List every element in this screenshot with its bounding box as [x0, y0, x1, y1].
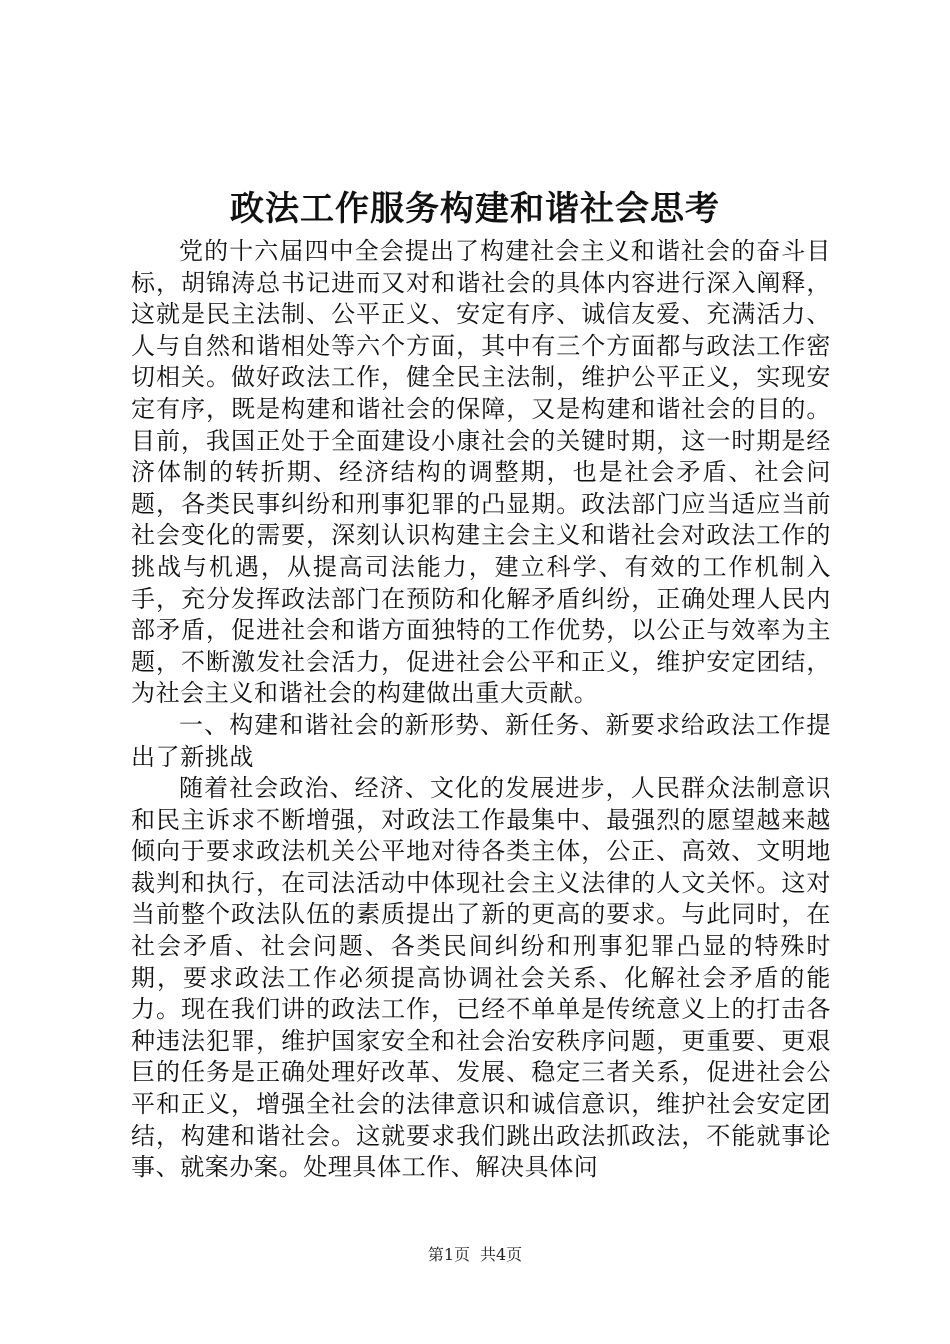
document-body — [131, 236, 831, 1184]
section-heading-1: 一、构建和谐社会的新形势、新任务、新要求给政法工作提出了新挑战 — [131, 710, 831, 771]
page-footer — [0, 1244, 950, 1266]
document-title: 政法工作服务构建和谐社会思考 — [230, 189, 720, 229]
paragraph-intro: 党的十六届四中全会提出了构建社会主义和谐社会的奋斗目标，胡锦涛总书记进而又对和谐社会的具体内容进行深入阐释，这就是民主法制、公平正义、安定有序、诚信友爱、充满活力、人与自然和谐相处等六个方面，其中有三个方面都与政法工作密切相关。做好政法工作，健全民主法制，维护公平正义，实现安定有序，既是构建和谐社会的保障，又是构建和谐社会的目的。目前，我国正处于全面建设小康社会的关键时期，这一时期是经济体制的转折期、经济结构的调整期，也是社会矛盾、社会问题，各类民事纠纷和刑事犯罪的凸显期。政法部门应当适应当前社会变化的需要，深刻认识构建主会主义和谐社会对政法工作的挑战与机遇，从提高司法能力，建立科学、有效的工作机制入手，充分发挥政法部门在预防和化解矛盾纠纷，正确处理人民内部矛盾，促进社会和谐方面独特的工作优势，以公正与效率为主题，不断激发社会活力，促进社会公平和正义，维护安定团结，为社会主义和谐社会的构建做出重大贡献。 — [131, 237, 831, 708]
page-total: 共4页 — [480, 1245, 523, 1264]
paragraph-section-1: 随着社会政治、经济、文化的发展进步，人民群众法制意识和民主诉求不断增强，对政法工作最集中、最强烈的愿望越来越倾向于要求政法机关公平地对待各类主体，公正、高效、文明地裁判和执行，在司法活动中体现社会主义法律的人文关怀。这对当前整个政法队伍的素质提出了新的更高的要求。与此同时，在社会矛盾、社会问题、各类民间纠纷和刑事犯罪凸显的特殊时期，要求政法工作必须提高协调社会关系、化解社会矛盾的能力。现在我们讲的政法工作，已经不单单是传统意义上的打击各种违法犯罪，维护国家安全和社会治安秩序问题，更重要、更艰巨的任务是正确处理好改革、发展、稳定三者关系，促进社会公平和正义，增强全社会的法律意识和诚信意识，维护社会安定团结，构建和谐社会。这就要求我们跳出政法抓政法，不能就事论事、就案办案。处理具体工作、解决具体问 — [131, 774, 831, 1182]
page-number: 第1页 — [427, 1245, 470, 1264]
